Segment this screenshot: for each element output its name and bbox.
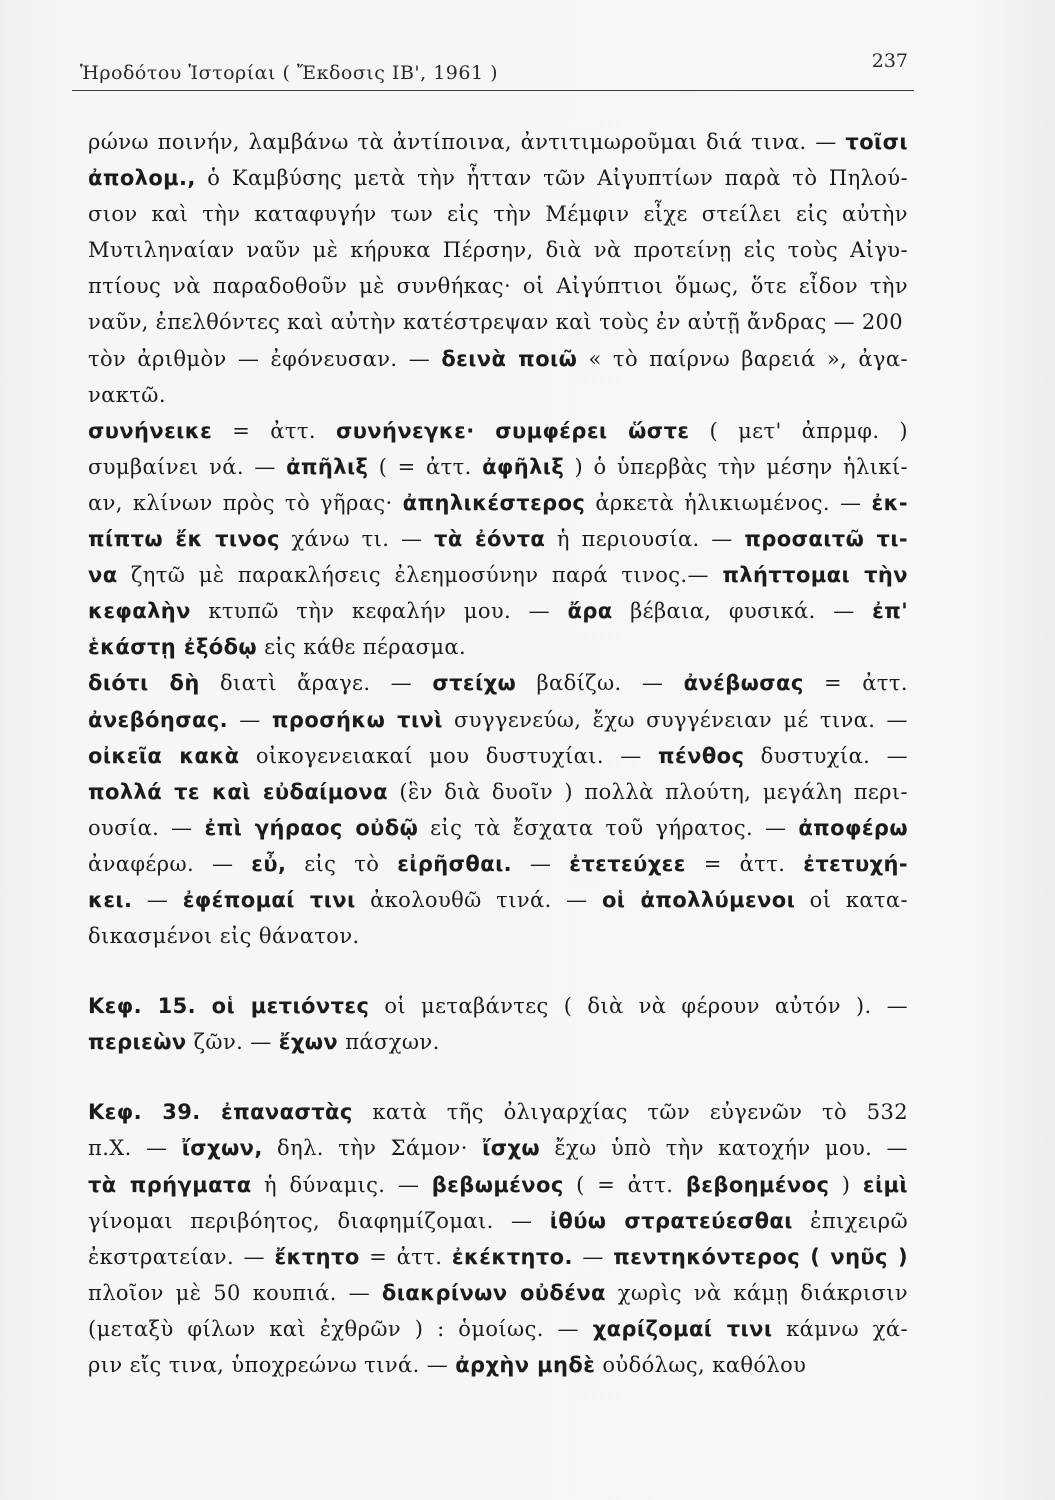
headword: προσήκω τινὶ: [271, 707, 443, 732]
gloss-text: ἐπιχειρῶ: [792, 1208, 908, 1233]
gloss-text: εἰς τὸ: [286, 851, 398, 876]
gloss-text: πάσχων.: [338, 1030, 440, 1055]
line-content: [88, 1239, 908, 1275]
gloss-text: οὐδόλως, καθόλου: [595, 1353, 807, 1377]
gloss-text: βαδίζω. —: [516, 671, 684, 696]
headword: ἔκτητο: [274, 1244, 360, 1269]
headword: ἀπολομ.,: [88, 166, 196, 191]
gloss-text: αν, κλίνων πρὸς τὸ γῆρας·: [88, 490, 403, 515]
gloss-text: ἔχω ὑπὸ τὴν κατοχήν μου. —: [540, 1136, 908, 1161]
headword: να: [88, 563, 118, 588]
line-content: [88, 738, 908, 774]
gloss-text: τὸν ἀριθμὸν — ἐφόνευσαν. —: [88, 346, 442, 371]
line-content: [88, 810, 908, 846]
headword: βεβοημένος: [685, 1172, 830, 1197]
text-line: [88, 1239, 908, 1275]
headword: ἔχων: [278, 1030, 339, 1055]
paragraph-gap: [88, 1060, 908, 1094]
gloss-text: εἰς κάθε πέρασμα.: [257, 635, 467, 660]
gloss-text: χάνω τι. —: [279, 527, 435, 552]
line-content: [88, 1275, 908, 1311]
headword: εὖ,: [251, 851, 287, 876]
text-line: [88, 341, 908, 377]
headword: ἴσχων,: [181, 1136, 263, 1161]
text-line: [88, 160, 908, 196]
line-content: [88, 341, 908, 377]
line-content: [88, 918, 360, 954]
line-content: [88, 846, 908, 882]
headword: κει.: [88, 887, 133, 912]
headword: οἱ ἀπολλύμενοι: [601, 887, 796, 912]
headword: πλήττομαι τὴν: [722, 563, 908, 588]
headword: ἰθύω στρατεύεσθαι: [549, 1208, 793, 1233]
gloss-text: ναῦν, ἐπελθόντες καὶ αὐτὴν κατέστρεψαν καὶ τοὺς ἐν αὐτῇ ἄνδρας — 200: [88, 310, 903, 335]
headword: διακρίνων οὐδένα: [381, 1280, 606, 1305]
line-content: [88, 521, 908, 557]
line-content: [88, 449, 908, 485]
gloss-text: διατὶ ἄραγε. —: [199, 671, 433, 696]
paragraph: [88, 124, 908, 954]
gloss-text: οἰκογενειακαί μου δυστυχίαι. —: [239, 743, 659, 768]
text-line: [88, 304, 908, 340]
gloss-text: βέβαια, φυσικά. —: [612, 599, 873, 624]
gloss-text: ἡ δύναμις. —: [251, 1172, 432, 1197]
text-line: [88, 124, 908, 160]
gloss-text: —: [132, 887, 183, 912]
line-content: [88, 124, 908, 160]
line-content: [88, 160, 908, 196]
text-line: [88, 196, 908, 232]
text-line: [88, 1311, 908, 1347]
headword: ἐτετυχή-: [803, 851, 909, 876]
gloss-text: δικασμένοι εἰς θάνατον.: [88, 924, 360, 949]
line-content: [88, 232, 908, 268]
gloss-text: κάμνω χά-: [772, 1316, 908, 1341]
line-content: [88, 485, 908, 521]
headword: κεφαλὴν: [88, 599, 191, 624]
headword: εἰρῆσθαι.: [397, 851, 513, 876]
line-content: [88, 1130, 908, 1166]
gloss-text: δηλ. τὴν Σάμον·: [262, 1136, 483, 1161]
paragraph: [88, 1094, 908, 1383]
gloss-text: = ἀττ.: [685, 851, 804, 876]
running-title: Ἡροδότου Ἱστορίαι ( Ἔκδοσις ΙΒ', 1961 ): [80, 62, 499, 84]
gloss-text: χωρὶς νὰ κάμῃ διάκρισιν: [605, 1280, 909, 1305]
line-content: [88, 988, 908, 1024]
gloss-text: πτίους νὰ παραδοθοῦν μὲ συνθήκας· οἱ Αἰγύπτιοι ὅμως, ὅτε εἶδον τὴν: [88, 274, 909, 299]
headword: ἀπῆλιξ: [286, 454, 369, 479]
headword: πολλά τε καὶ εὐδαίμονα: [88, 779, 388, 804]
headword: συνήνεγκε· συμφέρει ὥστε: [335, 418, 690, 443]
gloss-text: —: [512, 851, 570, 876]
gloss-text: = ἀττ.: [803, 671, 908, 696]
line-content: [88, 1167, 908, 1203]
text-line: [88, 1275, 908, 1311]
line-content: [88, 1203, 908, 1239]
gloss-text: οἱ μεταβάντες ( διὰ νὰ φέρουν αὐτόν ). —: [369, 994, 908, 1019]
gloss-text: δυστυχία. —: [744, 743, 908, 768]
line-content: [88, 629, 466, 665]
gloss-text: —: [572, 1244, 614, 1269]
text-line: [88, 629, 908, 665]
gloss-text: (ἓν διὰ δυοῖν ) πολλὰ πλούτη, μεγάλη περι-: [387, 779, 909, 804]
gloss-text: ἐκστρατείαν. —: [88, 1244, 275, 1269]
gloss-text: ριν εἴς τινα, ὑποχρεώνω τινά. —: [88, 1353, 456, 1377]
gloss-text: συγγενεύω, ἔχω συγγένειαν μέ τινα. —: [442, 707, 908, 732]
line-content: [88, 702, 908, 738]
text-line: [88, 846, 908, 882]
line-content: [88, 1311, 908, 1347]
headword: ἑκάστῃ ἐξόδῳ: [88, 635, 258, 660]
text-line: [88, 1024, 908, 1060]
paragraph: [88, 988, 908, 1060]
line-content: [88, 882, 908, 918]
page-number: 237: [871, 50, 908, 72]
headword: ἄρα: [567, 599, 613, 624]
headword: χαρίζομαί τινι: [592, 1316, 773, 1341]
gloss-text: ) ὁ ὑπερβὰς τὴν μέσην ἡλικί-: [564, 454, 908, 479]
gloss-text: συμβαίνει νά. —: [88, 454, 287, 479]
text-line: [88, 1347, 908, 1383]
headword: ἐκέκτητο.: [451, 1244, 573, 1269]
headword: περιεὼν: [88, 1030, 187, 1055]
text-line: [88, 665, 908, 701]
text-line: [88, 557, 908, 593]
text-line: [88, 988, 908, 1024]
headword: στείχω: [432, 671, 517, 696]
text-line: [88, 413, 908, 449]
line-content: [88, 377, 166, 413]
text-line: [88, 268, 908, 304]
gloss-text: οἱ κατα-: [795, 887, 908, 912]
text-line: [88, 377, 908, 413]
text-line: [88, 593, 908, 629]
line-content: [88, 413, 908, 449]
line-content: [88, 557, 908, 593]
text-line: [88, 449, 908, 485]
gloss-text: ἀκολουθῶ τινά. —: [355, 887, 602, 912]
gloss-text: = ἀττ.: [359, 1244, 452, 1269]
text-line: [88, 810, 908, 846]
line-content: [88, 304, 903, 340]
text-line: [88, 702, 908, 738]
gloss-text: εἰς τὰ ἔσχατα τοῦ γήρατος. —: [418, 815, 799, 840]
text-line: [88, 1203, 908, 1239]
line-content: [88, 1094, 908, 1130]
headword: ἐπ': [872, 599, 909, 624]
headword: ἀνέβωσας: [683, 671, 804, 696]
headword: διότι δὴ: [88, 671, 200, 696]
gloss-text: —: [228, 707, 272, 732]
gloss-text: ( μετ' ἀπρμφ. ): [689, 418, 909, 443]
gloss-text: ἀναφέρω. —: [88, 851, 252, 876]
text-line: [88, 1167, 908, 1203]
headword: ἐκ-: [871, 490, 909, 515]
gloss-text: ρώνω ποινήν, λαμβάνω τὰ ἀντίποινα, ἀντιτιμωροῦμαι διά τινα. —: [88, 130, 846, 154]
gloss-text: π.Χ. —: [88, 1136, 182, 1161]
text-line: [88, 774, 908, 810]
headword: βεβωμένος: [431, 1172, 564, 1197]
line-content: [88, 774, 908, 810]
gloss-text: « τὸ παίρνω βαρειά », ἀγα-: [577, 346, 908, 371]
line-content: [88, 593, 908, 629]
headword: δεινὰ ποιῶ: [441, 346, 578, 371]
gloss-text: Μυτιληναίαν ναῦν μὲ κήρυκα Πέρσην, διὰ νὰ προτείνῃ εἰς τοὺς Αἰγυ-: [88, 238, 908, 263]
headword: προσαιτῶ τι-: [744, 527, 909, 552]
headword: ἴσχω: [482, 1136, 541, 1161]
line-content: [88, 196, 908, 232]
headword: πεντηκόντερος ( νηῦς ): [613, 1244, 908, 1269]
headword: οἰκεῖα κακὰ: [88, 743, 240, 768]
gloss-text: ζητῶ μὲ παρακλήσεις ἐλεημοσύνην παρά τινος.—: [117, 563, 723, 588]
headword: τοῖσι: [845, 130, 908, 154]
headword: ἐπὶ γήραος οὐδῷ: [204, 815, 419, 840]
line-content: [88, 665, 908, 701]
gloss-text: ἡ περιουσία. —: [545, 527, 745, 552]
headword: Κεφ. 39. ἐπαναστὰς: [88, 1100, 353, 1125]
gloss-text: ): [829, 1172, 863, 1197]
headword: ἀπηλικέστερος: [402, 490, 586, 515]
text-line: [88, 738, 908, 774]
text-line: [88, 232, 908, 268]
gloss-text: σιον καὶ τὴν καταφυγήν των εἰς τὴν Μέμφιν εἶχε στείλει εἰς αὐτὴν: [88, 202, 908, 227]
text-line: [88, 521, 908, 557]
gloss-text: γίνομαι περιβόητος, διαφημίζομαι. —: [88, 1208, 550, 1233]
text-line: [88, 1130, 908, 1166]
text-line: [88, 1094, 908, 1130]
headword: Κεφ. 15. οἱ μετιόντες: [88, 994, 370, 1019]
headword: ἀρχὴν μηδὲ: [455, 1353, 596, 1377]
gloss-text: νακτῶ.: [88, 382, 166, 407]
paragraph-gap: [88, 954, 908, 988]
gloss-text: ουσία. —: [88, 815, 205, 840]
line-content: [88, 1024, 440, 1060]
headword: ἐφέπομαί τινι: [182, 887, 356, 912]
gloss-text: ἀρκετὰ ἡλικιωμένος. —: [585, 490, 872, 515]
text-line: [88, 485, 908, 521]
gloss-text: = ἀττ.: [212, 418, 336, 443]
line-content: [88, 1347, 806, 1383]
headword: εἰμὶ: [862, 1172, 908, 1197]
page-body-text: [88, 124, 908, 1383]
gloss-text: ὁ Καμβύσης μετὰ τὴν ἧτταν τῶν Αἰγυπτίων παρὰ τὸ Πηλού-: [195, 166, 908, 191]
gloss-text: πλοῖον μὲ 50 κουπιά. —: [88, 1280, 382, 1305]
headword: τὰ πρήγματα: [88, 1172, 252, 1197]
gloss-text: ( = ἀττ.: [563, 1172, 686, 1197]
gloss-text: (μεταξὺ φίλων καὶ ἐχθρῶν ) : ὁμοίως. —: [88, 1316, 593, 1341]
headword: τὰ ἐόντα: [434, 527, 546, 552]
headword: ἀποφέρω: [798, 815, 909, 840]
running-header: [72, 50, 914, 91]
headword: συνήνεικε: [88, 418, 213, 443]
headword: πίπτω ἔκ τινος: [88, 527, 280, 552]
line-content: [88, 268, 908, 304]
gloss-text: κατὰ τῆς ὀλιγαρχίας τῶν εὐγενῶν τὸ 532: [352, 1100, 909, 1125]
text-line: [88, 918, 908, 954]
gloss-text: ( = ἀττ.: [368, 454, 483, 479]
headword: ἐτετεύχεε: [569, 851, 686, 876]
headword: ἀφῆλιξ: [482, 454, 565, 479]
gloss-text: ζῶν. —: [186, 1030, 279, 1055]
headword: πένθος: [658, 743, 745, 768]
headword: ἀνεβόησας.: [88, 707, 229, 732]
text-line: [88, 882, 908, 918]
gloss-text: κτυπῶ τὴν κεφαλήν μου. —: [190, 599, 568, 624]
